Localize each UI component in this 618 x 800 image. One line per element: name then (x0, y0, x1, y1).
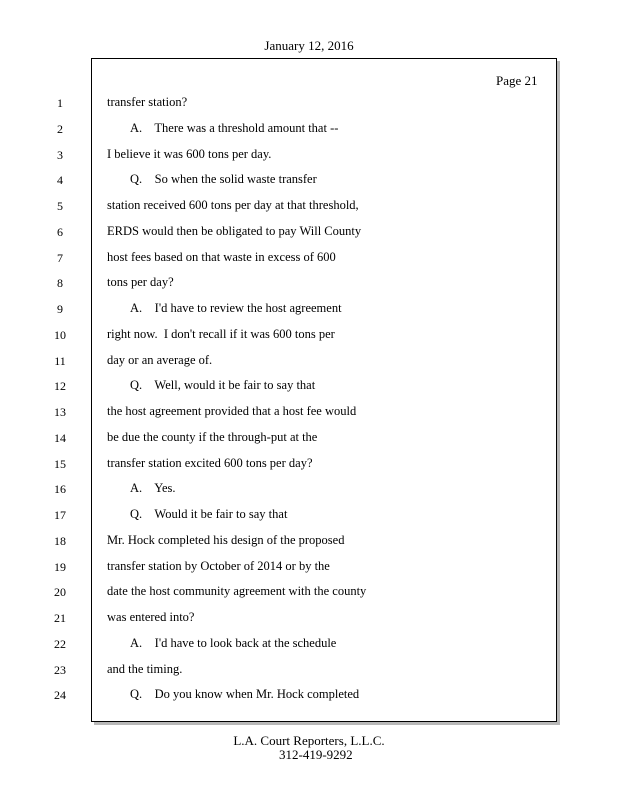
line-number: 2 (57, 121, 63, 136)
line-number: 20 (54, 585, 66, 600)
line-text: I believe it was 600 tons per day. (107, 146, 272, 161)
line-text: Q. Would it be fair to say that (130, 507, 288, 521)
line-number: 11 (54, 353, 66, 368)
line-number: 14 (54, 430, 66, 445)
line-text: A. There was a threshold amount that -- (130, 120, 339, 135)
line-number: 16 (54, 482, 66, 497)
line-number: 15 (54, 456, 66, 471)
line-text: transfer station excited 600 tons per day? (107, 455, 313, 470)
line-text: Mr. Hock completed his design of the proposed (107, 532, 345, 547)
line-text: be due the county if the through-put at the (107, 429, 318, 444)
line-text: the host agreement provided that a host fee would (107, 404, 357, 418)
line-text: Q. Do you know when Mr. Hock completed (130, 687, 360, 702)
line-text: and the timing. (107, 661, 183, 676)
line-number: 5 (57, 199, 63, 213)
line-text: was entered into? (107, 610, 195, 624)
line-number: 6 (57, 224, 63, 239)
line-text: date the host community agreement with the county (107, 584, 367, 599)
line-number: 23 (54, 662, 66, 677)
line-number: 9 (57, 302, 63, 316)
line-number: 1 (57, 96, 63, 110)
page-number: Page 21 (496, 73, 538, 88)
line-text: ERDS would then be obligated to pay Will County (107, 223, 362, 238)
header-date: January 12, 2016 (264, 38, 354, 53)
line-text: A. Yes. (130, 481, 176, 496)
line-text: station received 600 tons per day at that threshold, (107, 198, 359, 212)
line-number: 17 (54, 508, 66, 522)
line-number: 21 (54, 611, 66, 625)
footer-phone: 312-419-9292 (279, 747, 353, 762)
line-text: Q. Well, would it be fair to say that (130, 378, 316, 393)
line-text: right now. I don't recall if it was 600 tons per (107, 326, 335, 341)
line-number: 8 (57, 276, 63, 291)
line-number: 24 (54, 688, 66, 703)
line-text: Q. So when the solid waste transfer (130, 172, 317, 187)
line-text: host fees based on that waste in excess of 600 (107, 249, 336, 264)
line-number: 19 (54, 559, 66, 574)
line-text: A. I'd have to look back at the schedule (130, 635, 337, 650)
line-number: 10 (54, 327, 66, 342)
line-text: transfer station by October of 2014 or by the (107, 558, 330, 573)
line-text: tons per day? (107, 275, 174, 290)
line-number: 22 (54, 636, 66, 651)
line-number: 18 (54, 533, 66, 548)
line-text: day or an average of. (107, 352, 213, 367)
footer-company: L.A. Court Reporters, L.L.C. (233, 733, 385, 748)
line-number: 4 (57, 173, 63, 188)
line-number: 7 (57, 250, 63, 265)
line-number: 13 (54, 405, 66, 419)
line-number: 3 (57, 147, 63, 162)
line-text: A. I'd have to review the host agreement (130, 301, 342, 315)
line-text: transfer station? (107, 95, 188, 109)
line-number: 12 (54, 379, 66, 394)
